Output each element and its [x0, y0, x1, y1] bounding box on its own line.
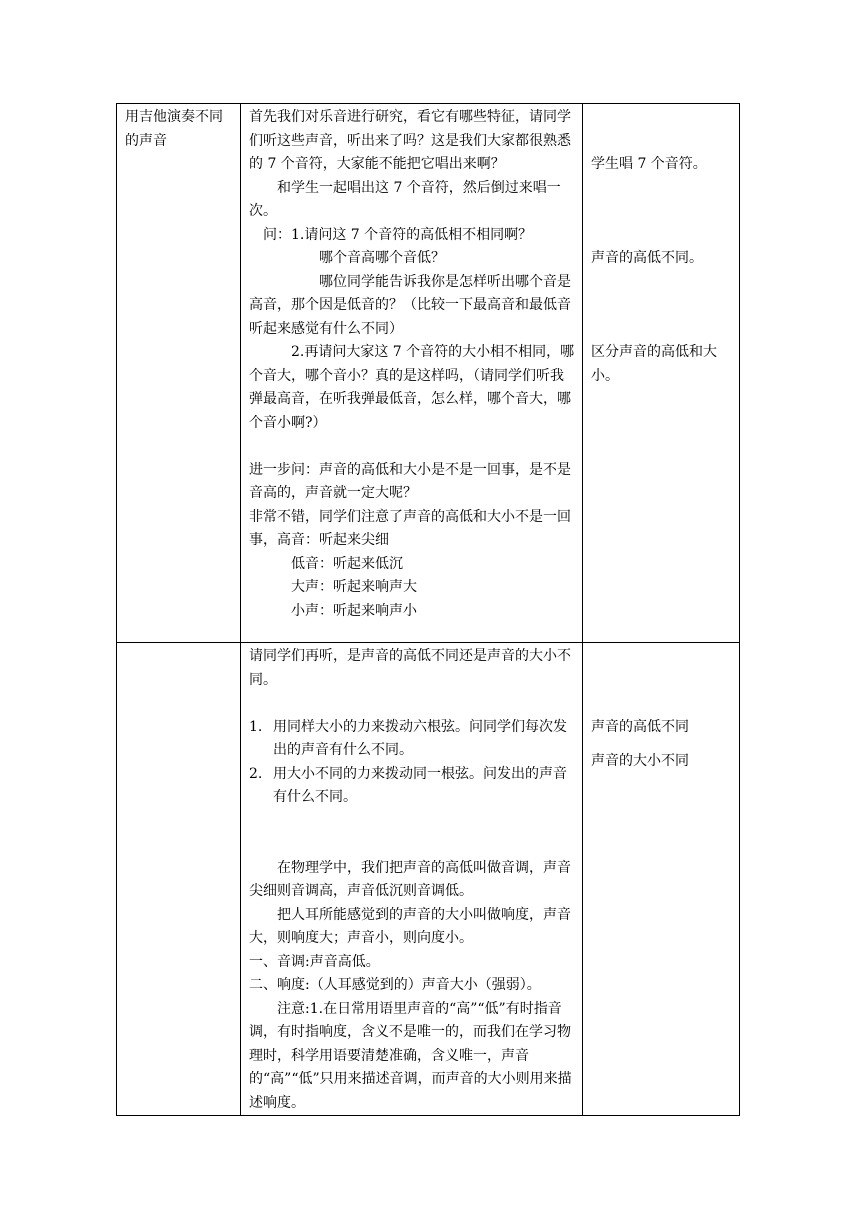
list-number: 1.	[249, 718, 263, 735]
lesson-plan-table	[116, 103, 740, 1116]
definition-text: 二、响度:（人耳感觉到的）声音大小（强弱）。	[249, 977, 541, 993]
teacher-activity-cell	[241, 643, 583, 1116]
list-text: 用大小不同的力来拨动同一根弦。问发出的声音有什么不同。	[273, 765, 567, 805]
teacher-text: 大声：听起来响声大	[249, 579, 417, 595]
activity-label: 用吉他演奏不同的声音	[125, 109, 223, 149]
student-text: 声音的高低不同	[591, 718, 689, 735]
teacher-text: 小声：听起来响声小	[249, 602, 417, 619]
activity-label	[125, 645, 234, 669]
list-item	[249, 763, 576, 810]
teacher-text: 低音：听起来低沉	[249, 555, 403, 572]
teacher-text: 问：1.请问这 7 个音符的高低相不相同啊？	[249, 226, 533, 243]
teacher-text: 在物理学中，我们把声音的高低叫做音调，声音尖细则音调高，声音低沉则音调低。	[249, 859, 571, 899]
teacher-text: 把人耳所能感觉到的声音的大小叫做响度，声音大，则响度大；声音小，则向度小。	[249, 906, 571, 946]
table-row	[117, 104, 740, 643]
student-text: 区分声音的高低和大小。	[591, 344, 717, 384]
list-text: 用同样大小的力来拨动六根弦。问同学们每次发出的声音有什么不同。	[273, 718, 567, 758]
list-number: 2.	[249, 765, 263, 782]
teacher-text: 和学生一起唱出这 7 个音符，然后倒过来唱一次。	[249, 179, 561, 219]
teacher-text: 请同学们再听，是声音的高低不同还是声音的大小不同。	[249, 648, 571, 688]
table-row	[117, 643, 740, 1116]
list-item	[249, 716, 576, 763]
student-text: 声音的高低不同。	[591, 250, 703, 266]
teacher-text: 首先我们对乐音进行研究，看它有哪些特征，请同学们听这些声音，听出来了吗？这是我们大家都很熟悉的 7 个音符，大家能不能把它唱出来啊？	[249, 109, 571, 172]
teacher-activity-cell	[241, 104, 583, 643]
student-text: 学生唱 7 个音符。	[591, 156, 707, 172]
definition-text: 一、音调:声音高低。	[249, 953, 380, 970]
activity-cell	[117, 643, 241, 1116]
teacher-text: 2.再请问大家这 7 个音符的大小相不相同，哪个音大，哪个音小？真的是这样吗，（请同学们听我弹最高音，在听我弹最低音，怎么样，哪个音大，哪个音小啊?）	[249, 344, 575, 431]
activity-cell	[117, 104, 241, 643]
note-text: 注意:1.在日常用语里声音的“高”“低”有时指音调，有时指响度，含义不是唯一的，而我们在学习物理时，科学用语要清楚准确，含义唯一，声音的“高”“低”只用来描述音调，而声音的大小则用来描述响度。	[249, 1000, 572, 1111]
teacher-text: 哪个音高哪个音低？	[249, 250, 445, 266]
student-text: 声音的大小不同	[591, 753, 689, 769]
blank-line	[249, 435, 576, 459]
teacher-text: 进一步问：声音的高低和大小是不是一回事，是不是音高的，声音就一定大呢？	[249, 461, 571, 501]
teacher-text: 非常不错，同学们注意了声音的高低和大小不是一回事，高音：听起来尖细	[249, 508, 571, 548]
teacher-text: 哪位同学能告诉我你是怎样听出哪个音是高音，那个因是低音的？（比较一下最高音和最低音听起来感觉有什么不同）	[249, 273, 571, 337]
student-activity-cell	[583, 643, 740, 1116]
student-activity-cell	[583, 104, 740, 643]
